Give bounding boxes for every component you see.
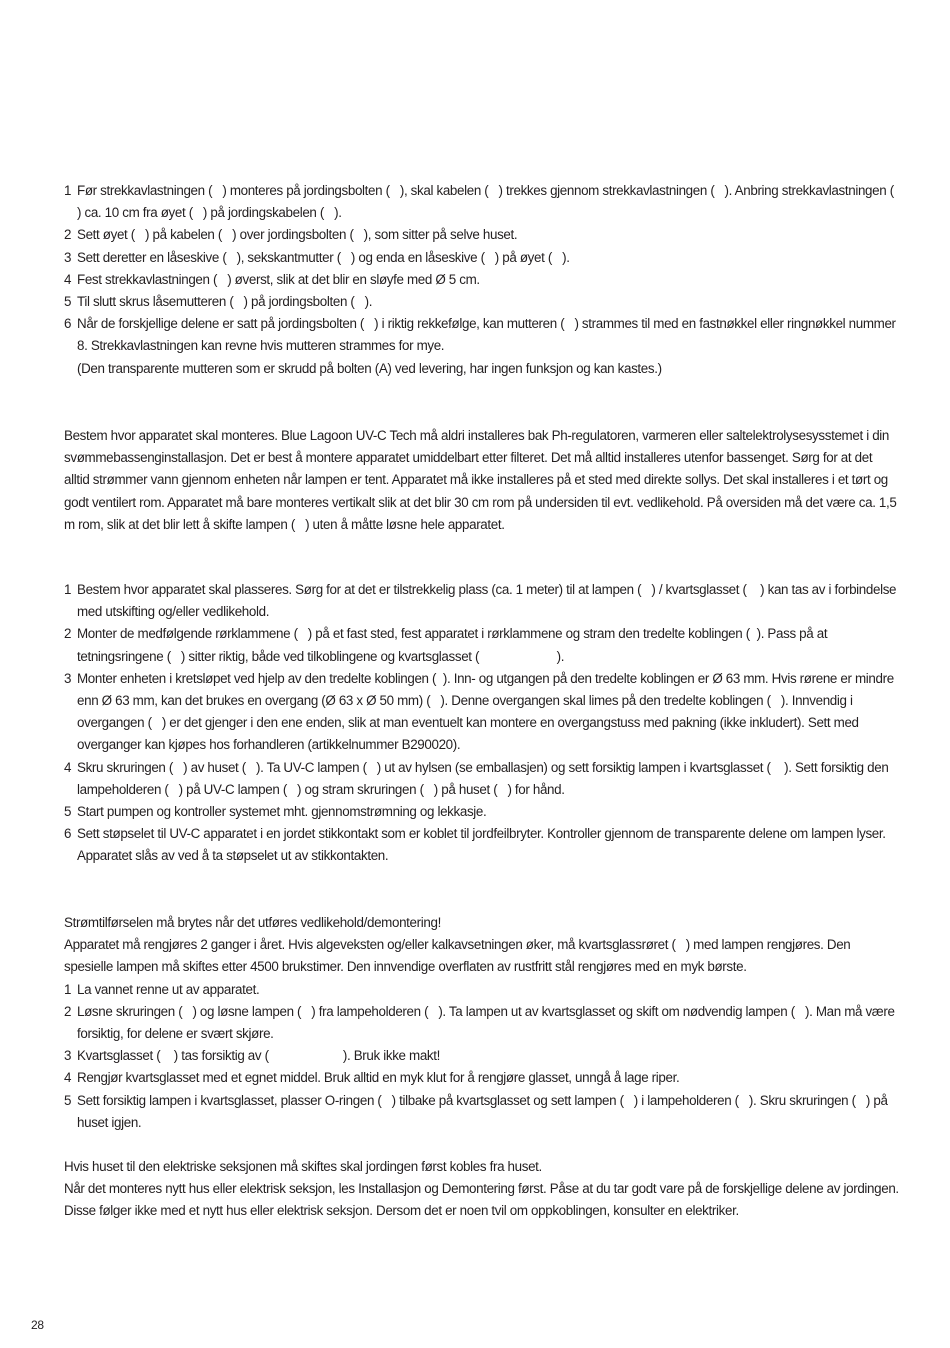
placement-paragraph: Bestem hvor apparatet skal monteres. Blue Lagoon UV-C Tech må aldri installeres bak Ph-regulatoren, varmeren eller saltelektrolysesysstemet i din svømmebassenginstallasjon. Det er best å montere apparatet umiddelbart etter filteret. Det må alltid installeres utenfor bassenget. Sørg for at det alltid strømmer vann gjennom enheten når lampen er tent. Apparatet må ikke installeres på et sted med direkte sollys. Det skal installeres i et tørt og godt ventilert rom. Apparatet må bare monteres vertikalt slik at det blir 30 cm rom på undersiden til evt. vedlikehold. På oversiden må det være ca. 1,5 m rom, slik at det blir lett å skifte lampen ( ) uten å måtte løsne hele apparatet. xyxy=(64,428,900,532)
page-number: 28 xyxy=(31,1318,44,1332)
list-item xyxy=(64,269,900,291)
step-number: 1 xyxy=(64,183,72,198)
step-number: 4 xyxy=(64,271,72,287)
step-number: 6 xyxy=(64,316,72,332)
list-item xyxy=(64,224,900,246)
step-text: Sett deretter en låseskive ( ), sekskantmutter ( ) og enda en låseskive ( ) på øyet ( ). xyxy=(77,249,570,265)
list-item xyxy=(64,623,900,667)
step-text: Rengjør kvartsglasset med et egnet middel. Bruk alltid en myk klut for å rengjøre glasset, unngå å lage riper. xyxy=(77,1070,680,1086)
maintenance-intro: Apparatet må rengjøres 2 ganger i året. Hvis algeveksten og/eller kalkavsetningen øker, må kvartsglassrøret ( ) med lampen rengjøres. Den spesielle lampen må skiftes etter 4500 brukstimer. Den innvendige overflaten av rustfritt stål rengjøres med en myk børste. xyxy=(64,937,854,975)
step-number: 2 xyxy=(64,227,72,243)
step-text: Løsne skruringen ( ) og løsne lampen ( ) fra lampeholderen ( ). Ta lampen ut av kvartsglasset og skift om nødvendig lampen ( ). Man må være forsiktig, for delene er svært skjøre. xyxy=(77,1003,898,1042)
housing-note-line-2: Når det monteres nytt hus eller elektrisk seksjon, les Installasjon og Demontering først. Påse at du tar godt vare på de forskjellige delene av jordingen. Disse følger ikke med et nytt hus eller elektrisk seksjon. Dersom det er noen tvil om oppkoblingen, konsulter en elektriker. xyxy=(64,1181,903,1219)
step-text: Start pumpen og kontroller systemet mht. gjennomstrømning og lekkasje. xyxy=(77,804,487,820)
list-item xyxy=(64,757,900,801)
step-text: Når de forskjellige delene er satt på jordingsbolten ( ) i riktig rekkefølge, kan mutteren ( ) strammes til med en fastnøkkel eller ringnøkkel nummer 8. Strekkavlastningen kan revne hvis mutteren strammes for mye. (Den transparente mutteren som er skrudd på bolten (A) ved levering, har ingen funksjon og kan kastes.) xyxy=(77,316,896,376)
maintenance-warning: Strømtilførselen må brytes når det utføres vedlikehold/demontering! xyxy=(64,915,441,930)
step-text: La vannet renne ut av apparatet. xyxy=(77,981,260,997)
step-number: 3 xyxy=(64,249,72,265)
list-item xyxy=(64,180,904,224)
list-item xyxy=(64,291,900,313)
step-text: Før strekkavlastningen ( ) monteres på jordingsbolten ( ), skal kabelen ( ) trekkes gjennom strekkavlastningen ( ). Anbring strekkavlastningen ( ) ca. 10 cm fra øyet ( ) på jordingskabelen ( ). xyxy=(77,183,904,221)
list-item xyxy=(64,668,900,757)
list-item xyxy=(64,979,900,1001)
list-item xyxy=(64,1001,900,1045)
step-number: 4 xyxy=(64,1070,72,1086)
step-number: 1 xyxy=(64,582,72,597)
step-text: Bestem hvor apparatet skal plasseres. Sørg for at det er tilstrekkelig plass (ca. 1 meter) til at lampen ( ) / kvartsglasset ( ) kan tas av i forbindelse med utskifting og/eller vedlikehold. xyxy=(77,582,900,620)
maintenance-section xyxy=(64,912,900,1134)
step-text: Monter enheten i kretsløpet ved hjelp av den tredelte koblingen ( ). Inn- og utgangen på den tredelte koblingen er Ø 63 mm. Hvis rørene er mindre enn Ø 63 mm, kan det brukes en overgang (Ø 63 x Ø 50 mm) ( ). Denne overgangen skal limes på den tredelte koblingen ( ). Innvendig i overgangen ( ) er det gjenger i den ene enden, slik at man eventuelt kan montere en overgangstuss med pakning (ikke inkludert). Sett med overganger kan kjøpes hos forhandleren (artikkelnummer B290020). xyxy=(77,670,898,753)
installation-steps-list xyxy=(64,579,900,868)
list-item xyxy=(64,801,900,823)
maintenance-steps-list xyxy=(64,979,900,1134)
step-text: Sett støpselet til UV-C apparatet i en jordet stikkontakt som er koblet til jordfeilbryter. Kontroller gjennom de transparente delene om lampen lyser. Apparatet slås av ved å ta støpselet ut av stikkontakten. xyxy=(77,826,889,864)
step-text: Sett forsiktig lampen i kvartsglasset, plasser O-ringen ( ) tilbake på kvartsglasset og sett lampen ( ) i lampeholderen ( ). Skru skruringen ( ) på huset igjen. xyxy=(77,1092,891,1130)
list-item xyxy=(64,1067,900,1089)
step-text: Kvartsglasset ( ) tas forsiktig av ( ). Bruk ikke makt! xyxy=(77,1048,441,1064)
step-text: Skru skruringen ( ) av huset ( ). Ta UV-C lampen ( ) ut av hylsen (se emballasjen) og sett forsiktig lampen i kvartsglasset ( ). Sett forsiktig den lampeholderen ( ) på UV-C lampen ( ) og stram skruringen ( ) på huset ( ) for hånd. xyxy=(77,759,892,797)
list-item xyxy=(64,1045,900,1067)
step-text: Til slutt skrus låsemutteren ( ) på jordingsbolten ( ). xyxy=(77,294,373,310)
step-number: 6 xyxy=(64,826,72,842)
list-item xyxy=(64,247,900,269)
step-number: 5 xyxy=(64,294,72,310)
step-number: 2 xyxy=(64,1003,72,1019)
step-number: 3 xyxy=(64,670,72,686)
step-number: 5 xyxy=(64,1092,72,1108)
step-number: 1 xyxy=(64,981,72,997)
step-text: Sett øyet ( ) på kabelen ( ) over jordingsbolten ( ), som sitter på selve huset. xyxy=(77,227,518,243)
housing-note-line-1: Hvis huset til den elektriske seksjonen må skiftes skal jordingen først kobles fra huset. xyxy=(64,1159,542,1174)
list-item xyxy=(64,313,900,380)
step-text: Fest strekkavlastningen ( ) øverst, slik at det blir en sløyfe med Ø 5 cm. xyxy=(77,271,480,287)
step-text: Monter de medfølgende rørklammene ( ) på et fast sted, fest apparatet i rørklammene og stram den tredelte koblingen ( ). Pass på at tetningsringene ( ) sitter riktig, både ved tilkoblingene og kvartsglasset ( ). xyxy=(77,626,831,664)
step-number: 2 xyxy=(64,626,72,642)
step-number: 4 xyxy=(64,759,72,775)
housing-replacement-section xyxy=(64,1156,903,1223)
step-number: 3 xyxy=(64,1048,72,1064)
list-item xyxy=(64,1090,900,1134)
grounding-steps-list xyxy=(64,180,904,380)
step-number: 5 xyxy=(64,804,72,820)
list-item xyxy=(64,823,900,867)
list-item xyxy=(64,579,900,623)
